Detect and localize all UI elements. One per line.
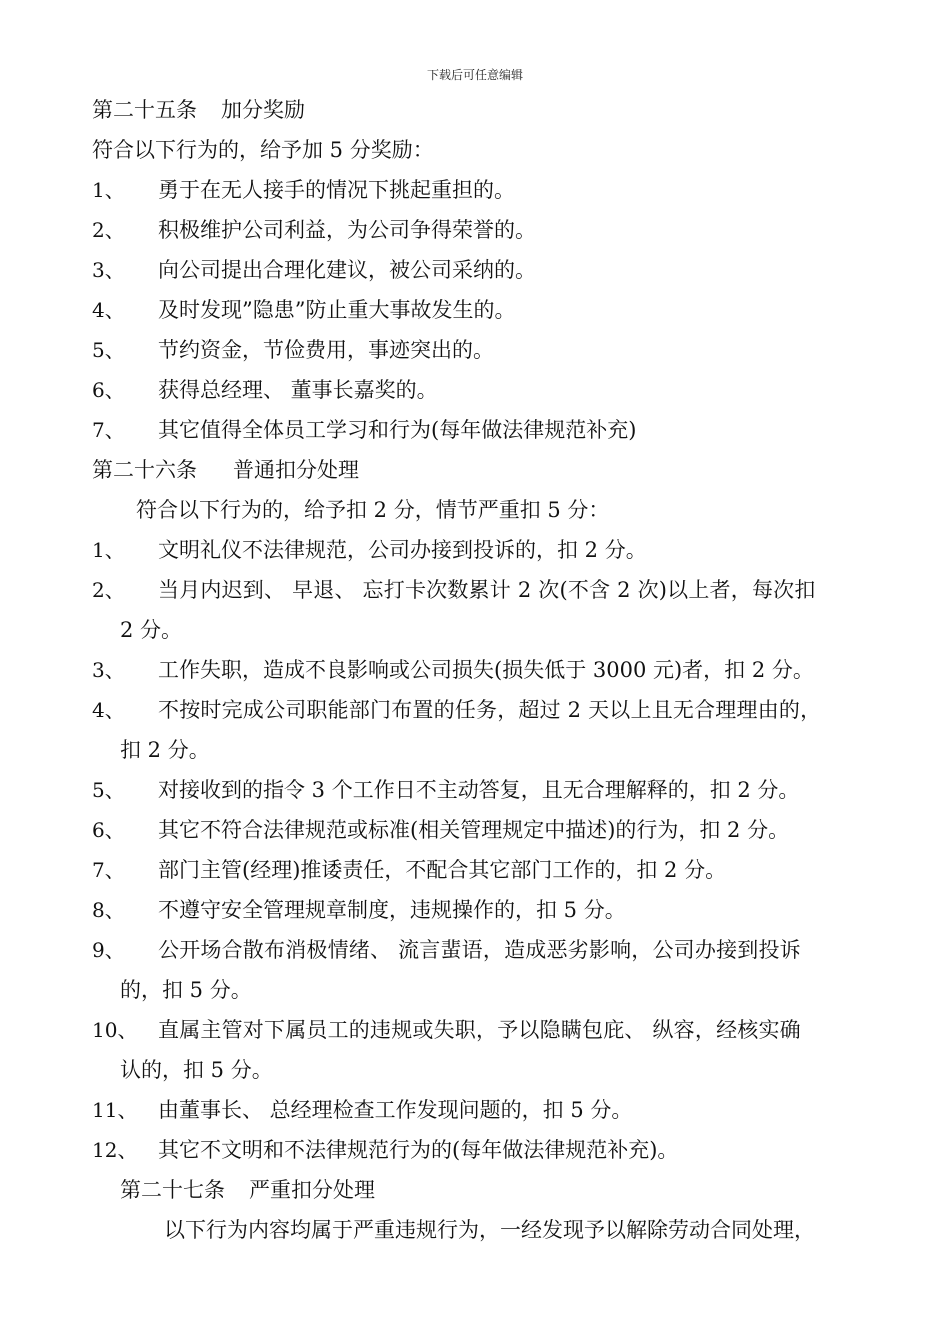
section-subtitle: 普通扣分处理 — [233, 458, 359, 482]
list-item: 5、 对接收到的指令 3 个工作日不主动答复，且无合理解释的，扣 2 分。 — [92, 778, 800, 802]
list-item: 6、 获得总经理、 董事长嘉奖的。 — [92, 378, 438, 402]
section-27-heading — [92, 1170, 892, 1210]
section-26-heading — [92, 450, 892, 490]
list-item: 4、 及时发现”隐患”防止重大事故发生的。 — [92, 298, 516, 322]
list-item: 5、 节约资金，节俭费用，事迹突出的。 — [92, 338, 494, 362]
section-26-intro: 符合以下行为的，给予扣 2 分，情节严重扣 5 分： — [136, 498, 610, 522]
section-title: 第二十七条 — [120, 1178, 225, 1202]
section-title: 第二十五条 — [92, 98, 197, 122]
list-item: 10、 直属主管对下属员工的违规或失职，予以隐瞒包庇、 纵容，经核实确 认的，扣 5 分。 — [92, 1018, 801, 1082]
list-item: 7、 其它值得全体员工学习和行为(每年做法律规范补充) — [92, 418, 637, 442]
list-item: 1、 勇于在无人接手的情况下挑起重担的。 — [92, 178, 515, 202]
page-header: 下载后可任意编辑 — [426, 68, 523, 82]
list-item: 2、 当月内迟到、 早退、 忘打卡次数累计 2 次(不含 2 次)以上者，每次扣 2 分。 — [92, 578, 816, 642]
list-item: 6、 其它不符合法律规范或标准(相关管理规定中描述)的行为，扣 2 分。 — [92, 818, 790, 842]
list-item: 4、 不按时完成公司职能部门布置的任务，超过 2 天以上且无合理理由的， 扣 2 分。 — [92, 698, 822, 762]
section-subtitle: 加分奖励 — [221, 98, 305, 122]
section-subtitle: 严重扣分处理 — [249, 1178, 375, 1202]
list-item: 8、 不遵守安全管理规章制度，违规操作的，扣 5 分。 — [92, 898, 626, 922]
list-item: 9、 公开场合散布消极情绪、 流言蜚语，造成恶劣影响，公司办接到投诉 的，扣 5 分。 — [92, 938, 801, 1002]
list-item: 2、 积极维护公司利益，为公司争得荣誉的。 — [92, 218, 536, 242]
list-item: 12、 其它不文明和不法律规范行为的(每年做法律规范补充)。 — [92, 1138, 679, 1162]
list-item: 3、 工作失职，造成不良影响或公司损失(损失低于 3000 元)者，扣 2 分。 — [92, 658, 814, 682]
list-item: 3、 向公司提出合理化建议，被公司采纳的。 — [92, 258, 536, 282]
section-25-heading — [92, 90, 892, 130]
list-item: 11、 由董事长、 总经理检查工作发现问题的，扣 5 分。 — [92, 1098, 633, 1122]
list-item: 7、 部门主管(经理)推诿责任，不配合其它部门工作的，扣 2 分。 — [92, 858, 727, 882]
section-25-intro: 符合以下行为的，给予加 5 分奖励： — [92, 138, 434, 162]
section-27-intro: 以下行为内容均属于严重违规行为，一经发现予以解除劳动合同处理， — [164, 1218, 815, 1242]
section-title: 第二十六条 — [92, 458, 197, 482]
document-body — [92, 90, 892, 1250]
list-item: 1、 文明礼仪不法律规范，公司办接到投诉的，扣 2 分。 — [92, 538, 647, 562]
